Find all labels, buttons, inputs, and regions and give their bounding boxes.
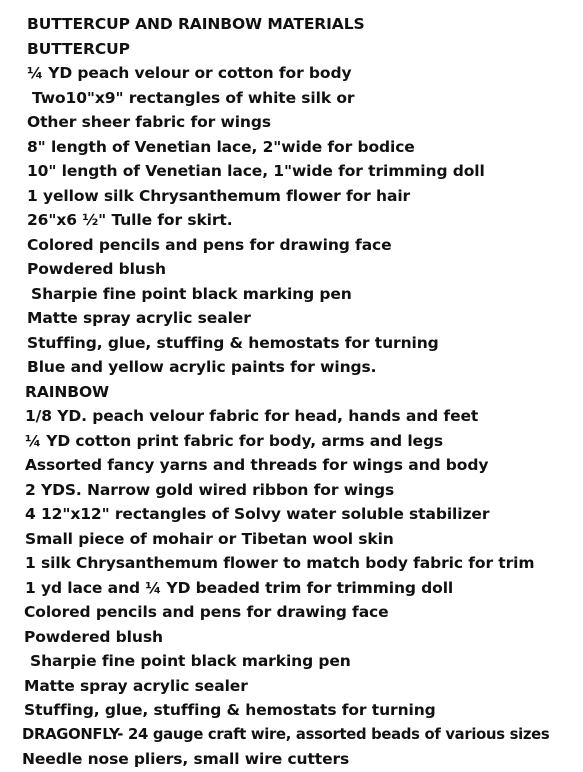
rainbow-item: Small piece of mohair or Tibetan wool skin	[25, 529, 394, 548]
materials-list	[22, 12, 582, 772]
document-title: BUTTERCUP AND RAINBOW MATERIALS	[27, 15, 365, 33]
buttercup-heading: BUTTERCUP	[27, 39, 130, 58]
rainbow-item: ¼ YD cotton print fabric for body, arms and legs	[25, 431, 444, 450]
rainbow-item: Powdered blush	[24, 627, 163, 646]
rainbow-item: Assorted fancy yarns and threads for wings and body	[25, 456, 489, 474]
buttercup-item: Colored pencils and pens for drawing face	[27, 235, 392, 254]
rainbow-item: DRAGONFLY- 24 gauge craft wire, assorted beads of various sizes	[22, 725, 550, 743]
rainbow-item: Matte spray acrylic sealer	[24, 676, 248, 695]
buttercup-item: Sharpie fine point black marking pen	[31, 284, 352, 303]
rainbow-item: Needle nose pliers, small wire cutters	[22, 750, 350, 768]
buttercup-item: 10" length of Venetian lace, 1"wide for trimming doll	[27, 162, 485, 180]
buttercup-item: Matte spray acrylic sealer	[27, 309, 251, 327]
rainbow-item: 2 YDS. Narrow gold wired ribbon for wings	[25, 480, 395, 499]
buttercup-item: Stuffing, glue, stuffing & hemostats for turning	[27, 333, 439, 352]
rainbow-item: 4 12"x12" rectangles of Solvy water soluble stabilizer	[25, 505, 490, 523]
buttercup-item: Other sheer fabric for wings	[27, 113, 271, 131]
rainbow-item: 1 yd lace and ¼ YD beaded trim for trimming doll	[25, 578, 454, 597]
rainbow-item: Sharpie fine point black marking pen	[30, 652, 351, 670]
buttercup-item: Powdered blush	[27, 260, 166, 278]
buttercup-item: Blue and yellow acrylic paints for wings.	[27, 358, 377, 376]
buttercup-item: Two10"x9" rectangles of white silk or	[32, 88, 355, 107]
rainbow-item: Stuffing, glue, stuffing & hemostats for turning	[24, 701, 436, 719]
buttercup-item: 1 yellow silk Chrysanthemum flower for hair	[27, 186, 411, 205]
rainbow-item: 1/8 YD. peach velour fabric for head, hands and feet	[25, 407, 479, 425]
buttercup-item: 8" length of Venetian lace, 2"wide for bodice	[27, 137, 415, 156]
rainbow-item: 1 silk Chrysanthemum flower to match body fabric for trim	[25, 554, 535, 572]
rainbow-item: Colored pencils and pens for drawing face	[24, 603, 389, 621]
rainbow-heading: RAINBOW	[25, 382, 110, 401]
buttercup-item: 26"x6 ½" Tulle for skirt.	[27, 211, 233, 229]
buttercup-item: ¼ YD peach velour or cotton for body	[27, 64, 352, 82]
